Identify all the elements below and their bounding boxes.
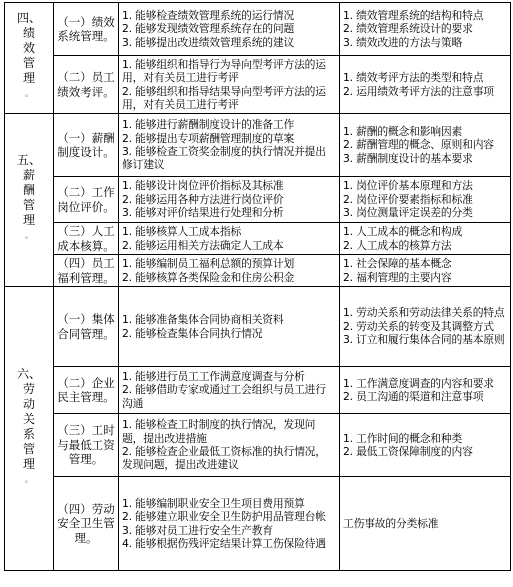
ability-item: 1. 能够编制职业安全卫生项目费用预算 (122, 496, 305, 510)
knowledge-item: 2. 运用绩效考评方法的注意事项 (343, 84, 494, 98)
ability-item: 2. 能够发现绩效管理系统存在的问题 (122, 22, 295, 36)
knowledge-list (340, 255, 511, 287)
knowledge-item: 2. 绩效管理系统设计的要求 (343, 22, 473, 36)
knowledge-item: 1. 薪酬的概念和影响因素 (343, 124, 463, 138)
table-row (5, 255, 511, 287)
table-row (5, 177, 511, 223)
paragraph-mark: 。 (25, 231, 33, 240)
table-row (5, 477, 511, 571)
section-name: 劳 动 关 系 管 理 (22, 381, 35, 471)
ability-item: 2. 能够运用各种方法进行岗位评价 (122, 192, 284, 206)
table-row (5, 287, 511, 367)
ability-list (119, 367, 340, 414)
ability-item: 2. 能够运用相关方法确定人工成本 (122, 238, 284, 252)
knowledge-list (340, 56, 511, 114)
section-number: 四、 (16, 11, 41, 25)
competency-table (4, 2, 511, 571)
knowledge-item: 2. 岗位评价要素指标和标准 (343, 192, 473, 206)
knowledge-list (340, 287, 511, 367)
ability-item: 1. 能够组织和指导行为导向型考评方法的运用，对有关员工进行考评 (122, 57, 326, 85)
knowledge-item: 1. 人工成本的概念和构成 (343, 225, 463, 239)
knowledge-item: 1. 劳动关系和劳动法律关系的特点 (343, 306, 505, 320)
section-number: 六、 (16, 366, 41, 381)
knowledge-list (340, 177, 511, 223)
ability-item: 1. 能够进行薪酬制度设计的准备工作 (122, 118, 295, 132)
ability-item: 3. 能够对员工进行安全生产教育 (122, 523, 273, 537)
ability-item: 1. 能够设计岗位评价指标及其标准 (122, 179, 284, 193)
table-row (5, 414, 511, 477)
section-number: 五、 (16, 153, 41, 167)
section-name: 薪 酬 管 理 (22, 168, 35, 227)
section-cell (5, 287, 54, 571)
knowledge-item: 3. 薪酬制度设计的基本要求 (343, 151, 473, 165)
knowledge-list (340, 367, 511, 414)
ability-item: 1. 能够核算人工成本指标 (122, 225, 242, 239)
ability-list (119, 255, 340, 287)
knowledge-item: 3. 订立和履行集体合同的基本原则 (343, 333, 505, 347)
subsection-title: （二）工作岗位评价。 (54, 177, 119, 223)
paragraph-mark: 。 (25, 89, 33, 98)
ability-item: 1. 能够检查绩效管理系统的运行情况 (122, 8, 295, 22)
ability-item: 2. 能够建立职业安全卫生防护用品管理台帐 (122, 510, 326, 524)
ability-list (119, 3, 340, 56)
knowledge-item: 2. 员工沟通的渠道和注意事项 (343, 390, 484, 403)
subsection-title: （二）员工绩效考评。 (54, 56, 119, 114)
section-cell (5, 3, 54, 114)
knowledge-item: 3. 绩效改进的方法与策略 (343, 35, 463, 49)
knowledge-item: 1. 岗位评价基本原理和方法 (343, 179, 473, 193)
knowledge-item: 1. 工作满意度调查的内容和要求 (343, 376, 494, 390)
ability-item: 2. 能够检查企业最低工资标准的执行情况，发现问题，提出改进建议 (122, 445, 326, 472)
subsection-title: （四）员工福利管理。 (54, 255, 119, 287)
competency-table-sheet (4, 2, 510, 571)
ability-item: 1. 能够准备集体合同协商相关资料 (122, 313, 284, 327)
ability-item: 2. 能够提出专项薪酬管理制度的草案 (122, 131, 295, 145)
ability-item: 1. 能够进行员工工作满意度调查与分析 (122, 369, 305, 383)
knowledge-item: 2. 劳动关系的转变及其调整方式 (343, 319, 494, 333)
knowledge-item: 1. 社会保障的基本概念 (343, 257, 452, 271)
knowledge-item: 3. 岗位测量评定误差的分类 (343, 206, 473, 220)
knowledge-item: 1. 工作时间的概念和种类 (343, 431, 463, 445)
ability-list (119, 414, 340, 477)
section-name: 绩 效 管 理 (22, 26, 35, 85)
knowledge-item: 2. 最低工资保障制度的内容 (343, 445, 473, 458)
knowledge-list (340, 3, 511, 56)
ability-list (119, 56, 340, 114)
ability-item: 4. 能够根据伤残评定结果计算工伤保险待遇 (122, 536, 326, 550)
table-row (5, 367, 511, 414)
knowledge-item: 2. 福利管理的主要内容 (343, 270, 452, 284)
ability-list (119, 223, 340, 255)
section-cell (5, 114, 54, 287)
knowledge-list (340, 114, 511, 177)
ability-item: 1. 能够检查工时制度的执行情况，发现问题，提出改进措施 (122, 418, 316, 445)
subsection-title: （一）薪酬制度设计。 (54, 114, 119, 177)
table-row (5, 3, 511, 56)
subsection-title: （三）工时与最低工资管理。 (54, 414, 119, 477)
subsection-title: （二）企业民主管理。 (54, 367, 119, 414)
subsection-title: （三）人工成本核算。 (54, 223, 119, 255)
subsection-title: （四）劳动安全卫生管理。 (54, 477, 119, 571)
knowledge-item: 2. 人工成本的核算方法 (343, 238, 452, 252)
ability-list (119, 477, 340, 571)
subsection-title: （一）绩效系统管理。 (54, 3, 119, 56)
knowledge-list (340, 223, 511, 255)
table-row (5, 223, 511, 255)
ability-item: 2. 能够检查集体合同执行情况 (122, 326, 263, 340)
ability-list (119, 177, 340, 223)
knowledge-item: 1. 绩效管理系统的结构和特点 (343, 8, 484, 22)
ability-item: 2. 能够借助专家或通过工会组织与员工进行沟通 (122, 383, 326, 410)
subsection-title: （一）集体合同管理。 (54, 287, 119, 367)
ability-item: 2. 能够组织和指导结果导向型考评方法的运用，对有关员工进行考评 (122, 84, 326, 111)
ability-item: 3. 能够对评价结果进行处理和分析 (122, 206, 284, 220)
knowledge-item: 2. 薪酬管理的概念、原则和内容 (343, 138, 494, 152)
ability-item: 3. 能够提出改进绩效管理系统的建议 (122, 35, 295, 49)
knowledge-list (340, 414, 511, 477)
ability-item: 3. 能够检查工资奖金制度的执行情况并提出修订建议 (122, 145, 326, 172)
ability-item: 1. 能够编制员工福利总额的预算计划 (122, 257, 295, 271)
paragraph-mark: 。 (25, 474, 33, 484)
knowledge-list (340, 477, 511, 571)
knowledge-item: 工伤事故的分类标准 (343, 516, 439, 530)
ability-list (119, 287, 340, 367)
ability-item: 2. 能够核算各类保险金和住房公积金 (122, 270, 295, 284)
table-row (5, 114, 511, 177)
table-row (5, 56, 511, 114)
ability-list (119, 114, 340, 177)
knowledge-item: 1. 绩效考评方法的类型和特点 (343, 71, 484, 85)
